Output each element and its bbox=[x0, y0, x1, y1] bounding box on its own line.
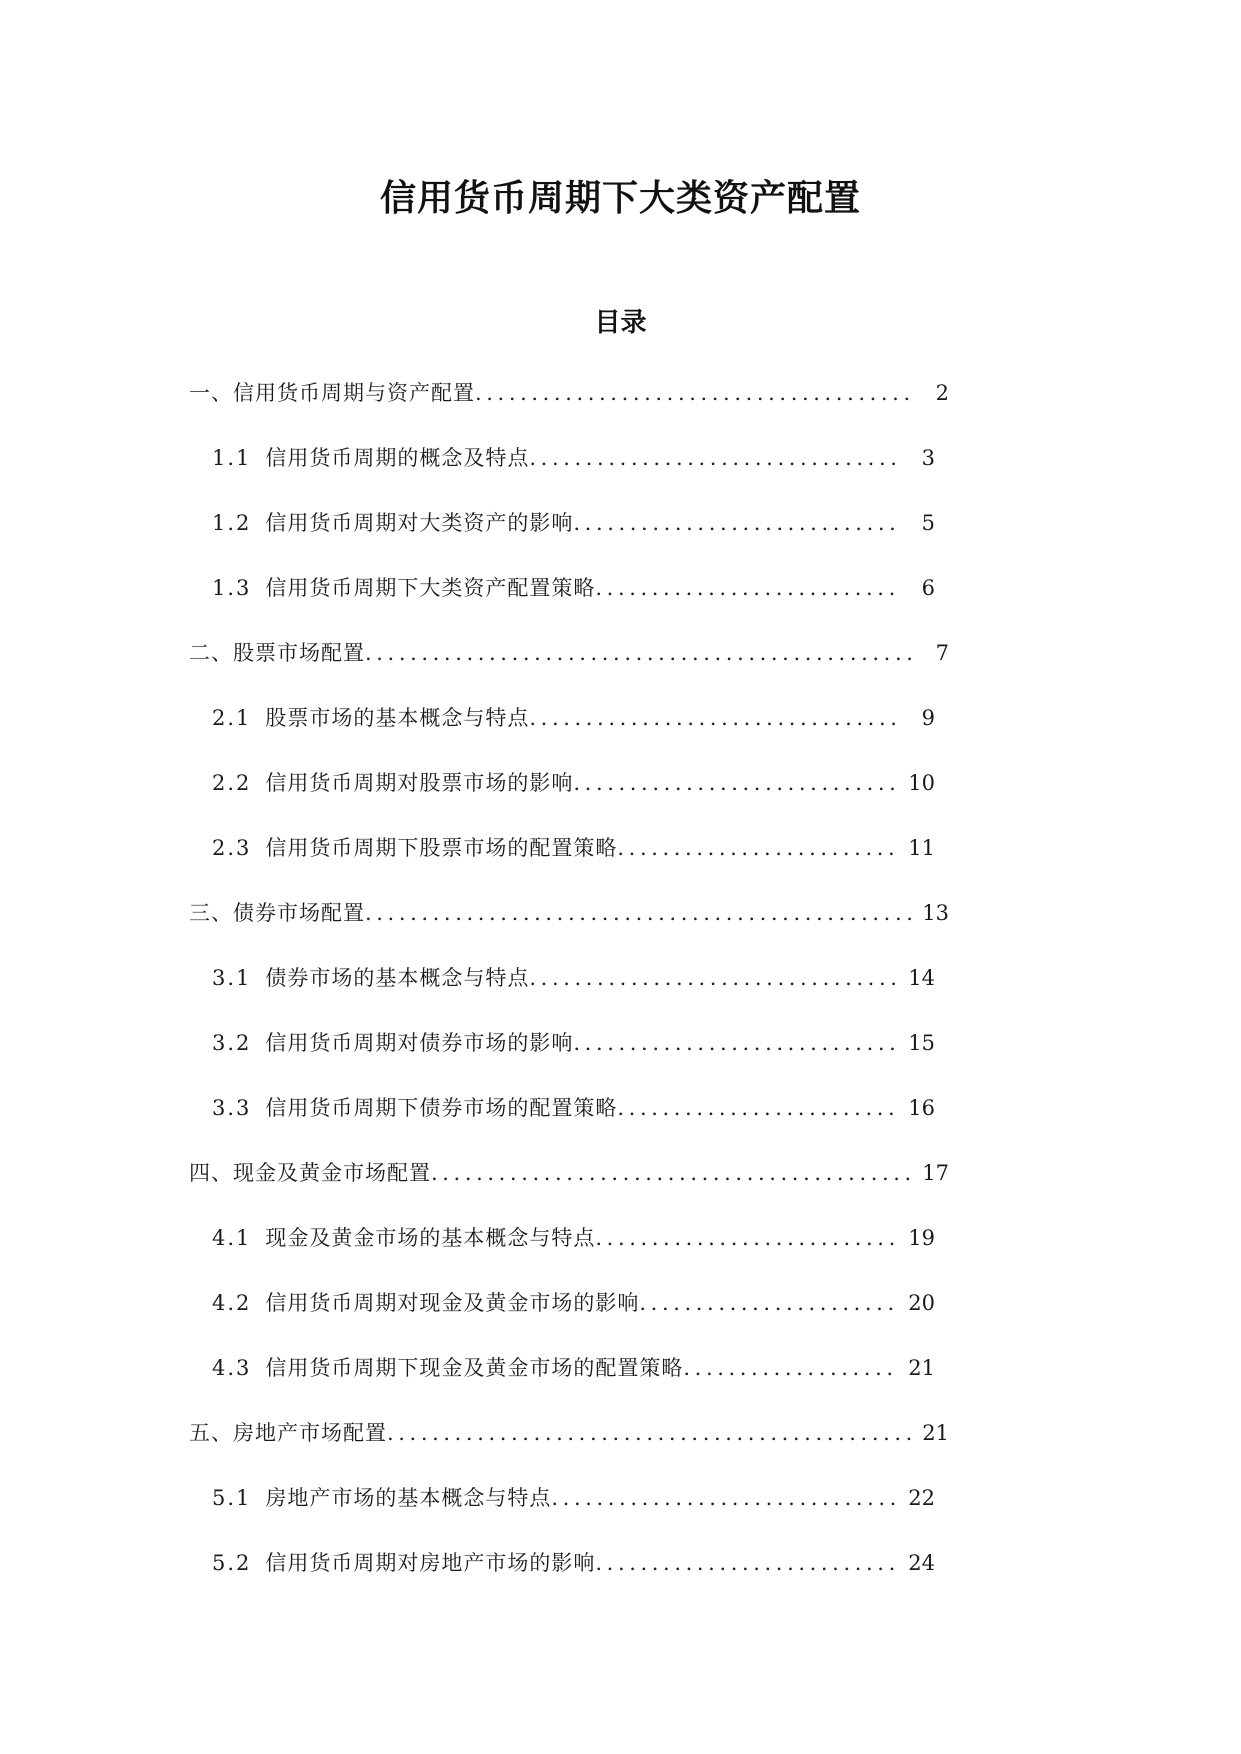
toc-subsection-entry[interactable] bbox=[0, 768, 1241, 833]
toc-page-number: 19 bbox=[908, 1226, 935, 1250]
toc-entry-text: 五、房地产市场配置 bbox=[189, 1421, 387, 1445]
toc-entry-number: 4.2 bbox=[212, 1291, 252, 1315]
toc-entry-label bbox=[212, 508, 573, 538]
toc-entry-number: 5.1 bbox=[212, 1486, 252, 1510]
toc-entry-text: 信用货币周期对股票市场的影响 bbox=[265, 771, 574, 795]
toc-section-entry[interactable] bbox=[0, 378, 1241, 443]
toc-entry-text: 信用货币周期对债券市场的影响 bbox=[265, 1031, 574, 1055]
toc-page-number: 20 bbox=[908, 1291, 935, 1315]
toc-subsection-entry[interactable] bbox=[0, 703, 1241, 768]
toc-dot-leader bbox=[573, 768, 897, 798]
toc-subsection-entry[interactable] bbox=[0, 1028, 1241, 1093]
toc-section-entry[interactable] bbox=[0, 638, 1241, 703]
toc-subsection-entry[interactable] bbox=[0, 833, 1241, 898]
toc-page-number: 2 bbox=[935, 381, 949, 405]
toc-entry-text: 一、信用货币周期与资产配置 bbox=[189, 381, 475, 405]
toc-dot-leader bbox=[529, 963, 897, 993]
toc-entry-text: 信用货币周期对现金及黄金市场的影响 bbox=[265, 1291, 640, 1315]
toc-entry-number: 3.2 bbox=[212, 1031, 252, 1055]
toc-dot-leader bbox=[595, 573, 897, 603]
toc-subsection-entry[interactable] bbox=[0, 1483, 1241, 1548]
toc-dot-leader bbox=[529, 443, 897, 473]
toc-entry-text: 股票市场的基本概念与特点 bbox=[265, 706, 530, 730]
toc-entry-label bbox=[189, 898, 365, 928]
toc-page-number: 22 bbox=[908, 1486, 935, 1510]
toc-entry-label bbox=[212, 963, 529, 993]
toc-page-number: 17 bbox=[922, 1161, 949, 1185]
toc-section-entry[interactable] bbox=[0, 1158, 1241, 1223]
toc-entry-label bbox=[189, 638, 365, 668]
toc-page-number: 10 bbox=[908, 771, 935, 795]
toc-entry-text: 四、现金及黄金市场配置 bbox=[189, 1161, 431, 1185]
toc-entry-label bbox=[212, 1288, 639, 1318]
toc-entry-text: 二、股票市场配置 bbox=[189, 641, 365, 665]
toc-dot-leader bbox=[595, 1223, 897, 1253]
table-of-contents bbox=[0, 378, 1241, 1613]
toc-entry-number: 5.2 bbox=[212, 1551, 252, 1575]
toc-entry-label bbox=[212, 833, 617, 863]
toc-entry-number: 2.1 bbox=[212, 706, 252, 730]
toc-entry-label bbox=[189, 1418, 387, 1448]
toc-entry-text: 信用货币周期下大类资产配置策略 bbox=[265, 576, 596, 600]
toc-subsection-entry[interactable] bbox=[0, 1548, 1241, 1613]
toc-entry-label bbox=[189, 378, 475, 408]
toc-page-number: 16 bbox=[908, 1096, 935, 1120]
toc-entry-label bbox=[212, 573, 595, 603]
toc-subsection-entry[interactable] bbox=[0, 1288, 1241, 1353]
toc-dot-leader bbox=[573, 508, 897, 538]
toc-heading: 目录 bbox=[594, 307, 647, 338]
toc-entry-label bbox=[189, 1158, 431, 1188]
toc-dot-leader bbox=[387, 1418, 911, 1448]
toc-dot-leader bbox=[639, 1288, 897, 1318]
toc-dot-leader bbox=[617, 833, 897, 863]
toc-page-number: 5 bbox=[921, 511, 935, 535]
toc-page-number: 21 bbox=[922, 1421, 949, 1445]
toc-dot-leader bbox=[617, 1093, 897, 1123]
toc-page-number: 21 bbox=[908, 1356, 935, 1380]
toc-dot-leader bbox=[683, 1353, 897, 1383]
toc-dot-leader bbox=[475, 378, 911, 408]
toc-entry-label bbox=[212, 1353, 683, 1383]
toc-subsection-entry[interactable] bbox=[0, 1353, 1241, 1418]
toc-subsection-entry[interactable] bbox=[0, 443, 1241, 508]
toc-entry-text: 信用货币周期对大类资产的影响 bbox=[265, 511, 574, 535]
toc-section-entry[interactable] bbox=[0, 898, 1241, 963]
toc-subsection-entry[interactable] bbox=[0, 963, 1241, 1028]
toc-entry-number: 2.2 bbox=[212, 771, 252, 795]
toc-subsection-entry[interactable] bbox=[0, 1223, 1241, 1288]
toc-entry-text: 信用货币周期下股票市场的配置策略 bbox=[265, 836, 618, 860]
toc-entry-number: 1.1 bbox=[212, 446, 252, 470]
toc-entry-number: 1.3 bbox=[212, 576, 252, 600]
toc-page-number: 9 bbox=[921, 706, 935, 730]
toc-dot-leader bbox=[431, 1158, 911, 1188]
toc-entry-label bbox=[212, 1483, 551, 1513]
toc-entry-text: 债券市场的基本概念与特点 bbox=[265, 966, 530, 990]
toc-entry-label bbox=[212, 1028, 573, 1058]
toc-subsection-entry[interactable] bbox=[0, 508, 1241, 573]
toc-subsection-entry[interactable] bbox=[0, 573, 1241, 638]
toc-entry-text: 现金及黄金市场的基本概念与特点 bbox=[265, 1226, 596, 1250]
toc-page-number: 3 bbox=[921, 446, 935, 470]
toc-page-number: 13 bbox=[922, 901, 949, 925]
toc-dot-leader bbox=[551, 1483, 897, 1513]
toc-entry-number: 4.3 bbox=[212, 1356, 252, 1380]
toc-entry-label bbox=[212, 1223, 595, 1253]
toc-page-number: 7 bbox=[935, 641, 949, 665]
toc-entry-text: 房地产市场的基本概念与特点 bbox=[265, 1486, 552, 1510]
toc-page-number: 15 bbox=[908, 1031, 935, 1055]
toc-section-entry[interactable] bbox=[0, 1418, 1241, 1483]
toc-entry-number: 1.2 bbox=[212, 511, 252, 535]
toc-entry-label bbox=[212, 768, 573, 798]
toc-subsection-entry[interactable] bbox=[0, 1093, 1241, 1158]
toc-page-number: 14 bbox=[908, 966, 935, 990]
toc-entry-number: 2.3 bbox=[212, 836, 252, 860]
toc-dot-leader bbox=[365, 898, 911, 928]
toc-dot-leader bbox=[573, 1028, 897, 1058]
toc-entry-label bbox=[212, 443, 529, 473]
toc-entry-label bbox=[212, 703, 529, 733]
toc-entry-label bbox=[212, 1093, 617, 1123]
document-title: 信用货币周期下大类资产配置 bbox=[379, 177, 861, 220]
toc-entry-text: 信用货币周期下现金及黄金市场的配置策略 bbox=[265, 1356, 684, 1380]
toc-entry-number: 4.1 bbox=[212, 1226, 252, 1250]
toc-dot-leader bbox=[365, 638, 911, 668]
toc-page-number: 24 bbox=[908, 1551, 935, 1575]
toc-entry-number: 3.1 bbox=[212, 966, 252, 990]
toc-entry-text: 信用货币周期对房地产市场的影响 bbox=[265, 1551, 596, 1575]
toc-entry-text: 三、债券市场配置 bbox=[189, 901, 365, 925]
toc-page-number: 6 bbox=[921, 576, 935, 600]
toc-entry-number: 3.3 bbox=[212, 1096, 252, 1120]
toc-dot-leader bbox=[529, 703, 897, 733]
toc-entry-label bbox=[212, 1548, 595, 1578]
toc-entry-text: 信用货币周期下债券市场的配置策略 bbox=[265, 1096, 618, 1120]
toc-dot-leader bbox=[595, 1548, 897, 1578]
toc-entry-text: 信用货币周期的概念及特点 bbox=[265, 446, 530, 470]
toc-page-number: 11 bbox=[908, 836, 935, 860]
